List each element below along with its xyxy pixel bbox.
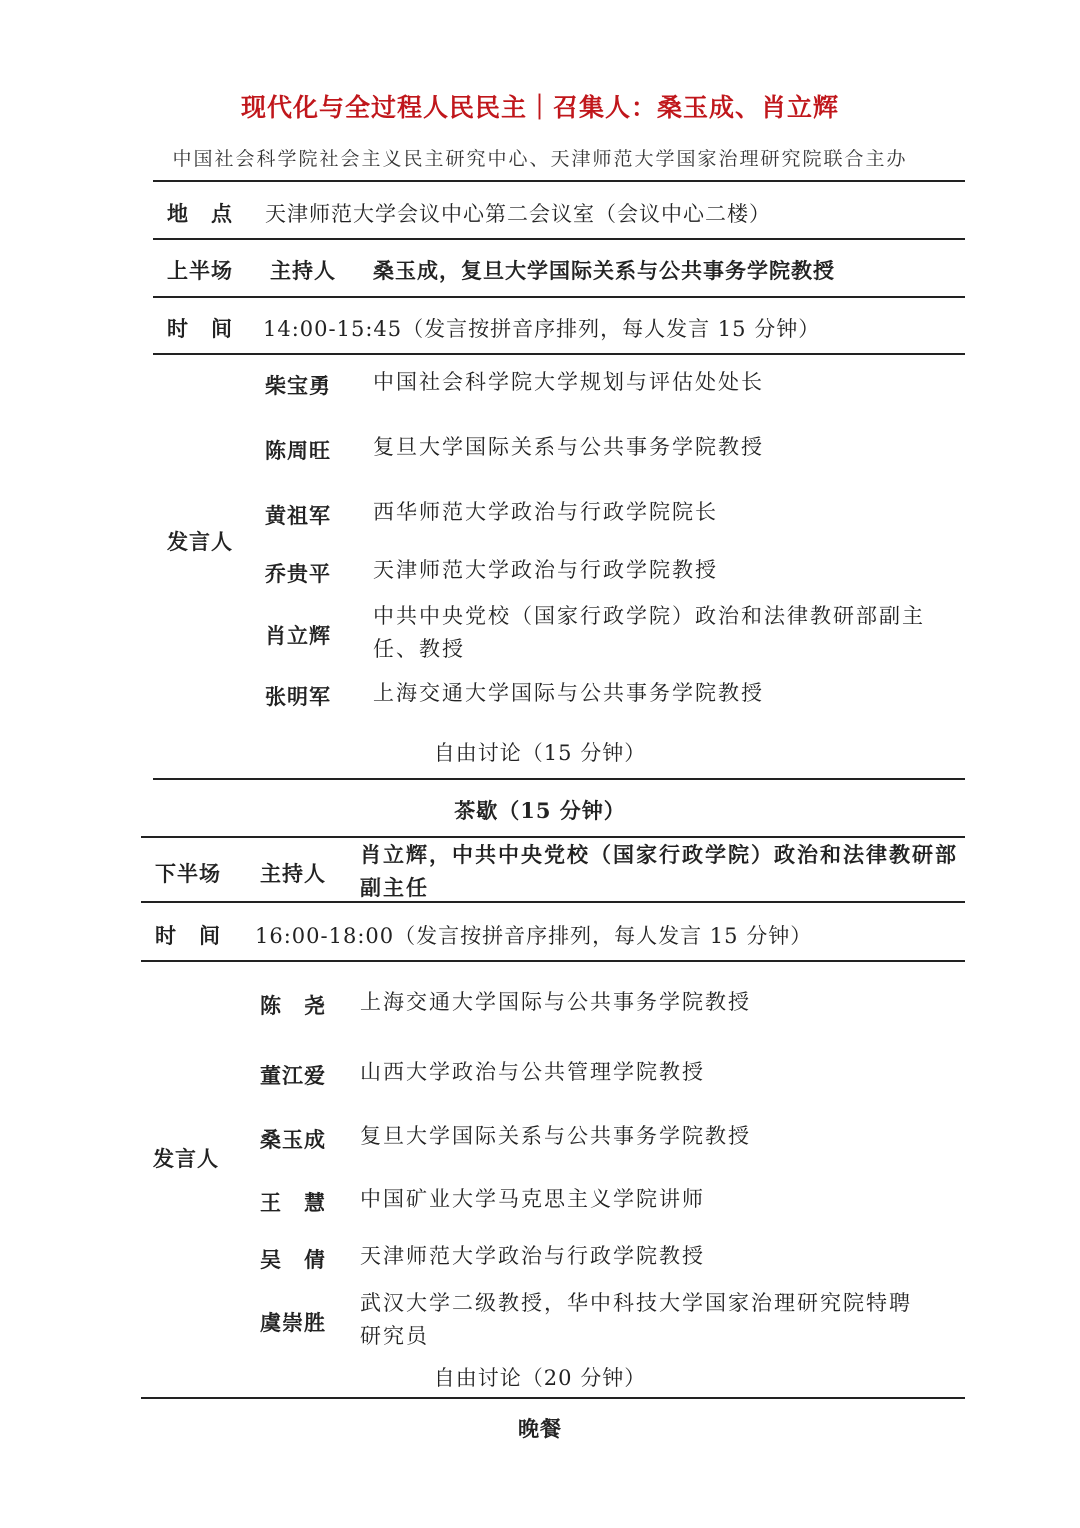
divider <box>141 901 965 903</box>
dinner: 晚餐 <box>518 1416 562 1441</box>
speaker-affiliation: 中国矿业大学马克思主义学院讲师 <box>360 1187 705 1211</box>
divider <box>153 353 965 355</box>
speaker-affiliation: 天津师范大学政治与行政学院教授 <box>360 1244 705 1268</box>
divider <box>153 238 965 240</box>
first-half-host-label: 主持人 <box>270 258 336 283</box>
divider <box>141 1397 965 1399</box>
first-half-time-value: 14:00-15:45（发言按拼音序排列，每人发言 15 分钟） <box>263 317 821 341</box>
first-half-label: 上半场 <box>167 258 233 283</box>
speaker-name: 董江爱 <box>260 1063 326 1088</box>
speaker-affiliation: 天津师范大学政治与行政学院教授 <box>373 558 718 582</box>
second-half-time-label: 时 间 <box>155 923 221 948</box>
speaker-name: 虞崇胜 <box>260 1310 326 1335</box>
speaker-affiliation: 山西大学政治与公共管理学院教授 <box>360 1060 705 1084</box>
second-half-discussion: 自由讨论（20 分钟） <box>433 1366 647 1390</box>
speaker-affiliation: 复旦大学国际关系与公共事务学院教授 <box>373 435 764 459</box>
speaker-affiliation: 中共中央党校（国家行政学院）政治和法律教研部副主任、教授 <box>373 604 925 661</box>
divider <box>141 960 965 962</box>
speaker-name: 桑玉成 <box>260 1127 326 1152</box>
divider <box>153 296 965 298</box>
second-half-label: 下半场 <box>155 861 221 886</box>
speaker-name: 柴宝勇 <box>265 373 331 398</box>
second-half-host-value: 肖立辉，中共中央党校（国家行政学院）政治和法律教研部副主任 <box>360 842 958 900</box>
speaker-name: 陈周旺 <box>265 438 331 463</box>
speaker-name: 王 慧 <box>260 1190 326 1215</box>
speaker-name: 黄祖军 <box>265 503 331 528</box>
speaker-name: 肖立辉 <box>265 623 331 648</box>
divider <box>153 778 965 780</box>
tea-break: 茶歇（15 分钟） <box>454 798 626 823</box>
page-title: 现代化与全过程人民民主｜召集人：桑玉成、肖立辉 <box>240 93 839 122</box>
speaker-affiliation: 武汉大学二级教授，华中科技大学国家治理研究院特聘研究员 <box>360 1291 912 1348</box>
speaker-name: 张明军 <box>265 684 331 709</box>
venue-value: 天津师范大学会议中心第二会议室（会议中心二楼） <box>265 202 771 226</box>
first-half-discussion: 自由讨论（15 分钟） <box>433 741 647 765</box>
divider <box>153 180 965 182</box>
venue-label: 地 点 <box>167 201 233 226</box>
first-half-speakers-label: 发言人 <box>167 529 233 554</box>
first-half-host-value: 桑玉成，复旦大学国际关系与公共事务学院教授 <box>373 258 835 283</box>
speaker-affiliation: 上海交通大学国际与公共事务学院教授 <box>373 681 764 705</box>
speaker-affiliation: 西华师范大学政治与行政学院院长 <box>373 500 718 524</box>
speaker-affiliation: 复旦大学国际关系与公共事务学院教授 <box>360 1124 751 1148</box>
second-half-host-label: 主持人 <box>260 861 326 886</box>
speaker-affiliation: 上海交通大学国际与公共事务学院教授 <box>360 990 751 1014</box>
speaker-name: 吴 倩 <box>260 1247 326 1272</box>
organizers-line: 中国社会科学院社会主义民主研究中心、天津师范大学国家治理研究院联合主办 <box>172 148 908 170</box>
speaker-name: 乔贵平 <box>265 561 331 586</box>
second-half-speakers-label: 发言人 <box>153 1146 219 1171</box>
speaker-name: 陈 尧 <box>260 993 326 1018</box>
speaker-affiliation: 中国社会科学院大学规划与评估处处长 <box>373 370 764 394</box>
second-half-time-value: 16:00-18:00（发言按拼音序排列，每人发言 15 分钟） <box>255 924 813 948</box>
first-half-time-label: 时 间 <box>167 316 233 341</box>
